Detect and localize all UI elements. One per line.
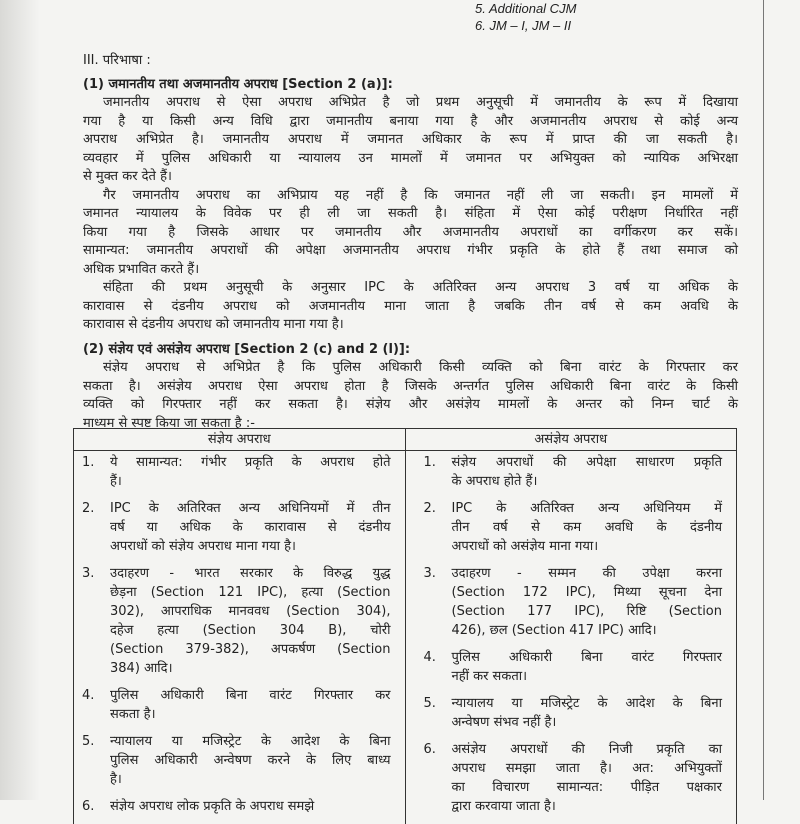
item-text-line: दहेज हत्या (Section 304 B), चोरी bbox=[110, 621, 391, 640]
item-text-line: 426), छल (Section 417 IPC) आदि। bbox=[452, 621, 723, 640]
text-line: सकता है। असंज्ञेय अपराध ऐसा अपराध होता है जिसके अन्तर्गत पुलिस अधिकारी बिना वारंट के किसी bbox=[83, 378, 738, 397]
text-line: किया गया है जिसके आधार पर जमानतीय और अजमानतीय अपराधों का वर्गीकरण कर सकें। bbox=[83, 224, 738, 243]
item-text-line: पुलिस अधिकारी अन्वेषण करने के लिए बाध्य bbox=[110, 751, 391, 770]
item-text-line: वर्ष या अधिक के कारावास से दंडनीय bbox=[110, 518, 391, 537]
item-number: 5. bbox=[82, 732, 110, 789]
item-text-line: नहीं कर सकता। bbox=[452, 667, 723, 686]
table-item bbox=[424, 648, 723, 686]
comparison-table bbox=[73, 428, 737, 824]
paragraph bbox=[83, 279, 738, 335]
text-line: गया है या किसी अन्य विधि द्वारा जमानतीय बनाया गया है और अजमानतीय अपराध से कोई अन्य bbox=[83, 113, 738, 132]
item-number: 6. bbox=[424, 740, 452, 816]
item-text-line: ये सामान्यत: गंभीर प्रकृति के अपराध होते bbox=[110, 453, 391, 472]
paragraph bbox=[83, 94, 738, 187]
header-non-cognizable: असंज्ञेय अपराध bbox=[405, 429, 737, 451]
table-item bbox=[424, 453, 723, 491]
subsection-2-title: (2) संज्ञेय एवं असंज्ञेय अपराध [Section 2 (c) and 2 (l)]: bbox=[83, 341, 738, 360]
text-line: माध्यम से स्पष्ट किया जा सकता है :- bbox=[83, 415, 738, 434]
text-line: अपराध अभिप्रेत है। जमानतीय अपराध में जमानत अधिकार के रूप में प्राप्त की जा सकती है। bbox=[83, 131, 738, 150]
text-line: कारावास से दंडनीय अपराध को अजमानतीय माना जाता है जबकि तीन वर्ष से कम अवधि के bbox=[83, 298, 738, 317]
item-text-line: अपराधों को संज्ञेय अपराध माना गया है। bbox=[110, 537, 391, 556]
text-line: कारावास से दंडनीय अपराध को जमानतीय माना गया है। bbox=[83, 316, 738, 335]
header-cognizable: संज्ञेय अपराध bbox=[74, 429, 406, 451]
item-text-line: उदाहरण - सम्मन की उपेक्षा करना bbox=[452, 564, 723, 583]
subsection-1-text bbox=[83, 94, 738, 335]
cognizable-column bbox=[74, 451, 406, 824]
item-text-line: संज्ञेय अपराध लोक प्रकृति के अपराध समझे bbox=[110, 797, 391, 816]
item-number: 6. bbox=[82, 797, 110, 816]
item-number: 1. bbox=[82, 453, 110, 491]
item-number: 3. bbox=[424, 564, 452, 640]
text-line: जमानतीय अपराध से ऐसा अपराध अभिप्रेत है जो प्रथम अनुसूची में जमानतीय के रूप में दिखाया bbox=[83, 94, 738, 113]
item-number: 1. bbox=[424, 453, 452, 491]
text-line: से मुक्त कर देते हैं। bbox=[83, 168, 738, 187]
table-item bbox=[82, 686, 391, 724]
table-item bbox=[82, 732, 391, 789]
item-text-line: तीन वर्ष से कम अवधि के दंडनीय bbox=[452, 518, 723, 537]
item-text-line: न्यायालय या मजिस्ट्रेट के आदेश के बिना bbox=[110, 732, 391, 751]
non-cognizable-column bbox=[405, 451, 737, 824]
item-number: 4. bbox=[424, 648, 452, 686]
item-text-line: 302), आपराधिक मानववध (Section 304), bbox=[110, 602, 391, 621]
table-item bbox=[82, 453, 391, 491]
item-text-line: छेड़ना (Section 121 IPC), हत्या (Section bbox=[110, 583, 391, 602]
header-line-2: 6. JM – I, JM – II bbox=[475, 18, 571, 33]
item-text-line: है। bbox=[110, 770, 391, 789]
item-number: 3. bbox=[82, 564, 110, 678]
section-title: III. परिभाषा : bbox=[83, 52, 738, 71]
item-text-line: पुलिस अधिकारी बिना वारंट गिरफ्तार bbox=[452, 648, 723, 667]
item-text-line: IPC के अतिरिक्त अन्य अधिनियमों में तीन bbox=[110, 499, 391, 518]
text-line: व्यवहार में पुलिस अधिकारी या न्यायालय उन मामलों में जमानत पर अभियुक्त को न्यायिक अभिरक्षा bbox=[83, 150, 738, 169]
item-text-line: अपराधों को असंज्ञेय माना गया। bbox=[452, 537, 723, 556]
item-text-line: असंज्ञेय अपराधों की निजी प्रकृति का bbox=[452, 740, 723, 759]
table-item bbox=[82, 564, 391, 678]
text-line: संज्ञेय अपराध से अभिप्रेत है कि पुलिस अधिकारी किसी व्यक्ति को बिना वारंट के गिरफ्तार कर bbox=[83, 359, 738, 378]
item-text-line: IPC के अतिरिक्त अन्य अधिनियम में bbox=[452, 499, 723, 518]
text-line: सामान्यत: जमानतीय अपराधों की अपेक्षा अजमानतीय अपराध गंभीर प्रकृति के होते हैं तथा समाज को bbox=[83, 242, 738, 261]
margin-line bbox=[763, 0, 764, 800]
paragraph bbox=[83, 187, 738, 280]
item-text-line: (Section 379-382), अपकर्षण (Section bbox=[110, 640, 391, 659]
table-item bbox=[424, 499, 723, 556]
table-item bbox=[424, 564, 723, 640]
item-text-line: उदाहरण - भारत सरकार के विरुद्ध युद्ध bbox=[110, 564, 391, 583]
scan-shadow bbox=[0, 0, 40, 800]
item-text-line: का विचारण सामान्यत: पीड़ित पक्षकार bbox=[452, 778, 723, 797]
item-text-line: हैं। bbox=[110, 472, 391, 491]
item-number: 5. bbox=[424, 694, 452, 732]
item-text-line: द्वारा करवाया जाता है। bbox=[452, 797, 723, 816]
item-text-line: 384) आदि। bbox=[110, 659, 391, 678]
text-line: व्यक्ति को गिरफ्तार नहीं कर सकता है। संज्ञेय और असंज्ञेय मामलों के अन्तर को निम्न चार्ट के bbox=[83, 396, 738, 415]
item-text-line: सकता है। bbox=[110, 705, 391, 724]
subsection-2-text bbox=[83, 359, 738, 433]
table-item bbox=[424, 694, 723, 732]
document-body bbox=[83, 52, 738, 433]
table-item bbox=[82, 499, 391, 556]
item-text-line: न्यायालय या मजिस्ट्रेट के आदेश के बिना bbox=[452, 694, 723, 713]
table-item bbox=[424, 740, 723, 816]
item-text-line: अन्वेषण संभव नहीं है। bbox=[452, 713, 723, 732]
text-line: संहिता की प्रथम अनुसूची के अनुसार IPC के अतिरिक्त अन्य अपराध 3 वर्ष या अधिक के bbox=[83, 279, 738, 298]
item-number: 2. bbox=[82, 499, 110, 556]
item-text-line: अपराध समझा जाता है। अत: अभियुक्तों bbox=[452, 759, 723, 778]
item-number: 2. bbox=[424, 499, 452, 556]
text-line: अधिक प्रभावित करते हैं। bbox=[83, 261, 738, 280]
item-text-line: संज्ञेय अपराधों की अपेक्षा साधारण प्रकृति bbox=[452, 453, 723, 472]
item-number: 4. bbox=[82, 686, 110, 724]
subsection-1-title: (1) जमानतीय तथा अजमानतीय अपराध [Section 2 (a)]: bbox=[83, 76, 738, 95]
item-text-line: (Section 172 IPC), मिथ्या सूचना देना bbox=[452, 583, 723, 602]
item-text-line: (Section 177 IPC), रिष्टि (Section bbox=[452, 602, 723, 621]
header-line-1: 5. Additional CJM bbox=[475, 1, 576, 16]
item-text-line: पुलिस अधिकारी बिना वारंट गिरफ्तार कर bbox=[110, 686, 391, 705]
item-text-line: के अपराध होते हैं। bbox=[452, 472, 723, 491]
text-line: जमानत न्यायालय के विवेक पर ही ली जा सकती है। संहिता में ऐसा कोई परीक्षण निर्धारित नहीं bbox=[83, 205, 738, 224]
text-line: गैर जमानतीय अपराध का अभिप्राय यह नहीं है कि जमानत नहीं ली जा सकती। इन मामलों में bbox=[83, 187, 738, 206]
